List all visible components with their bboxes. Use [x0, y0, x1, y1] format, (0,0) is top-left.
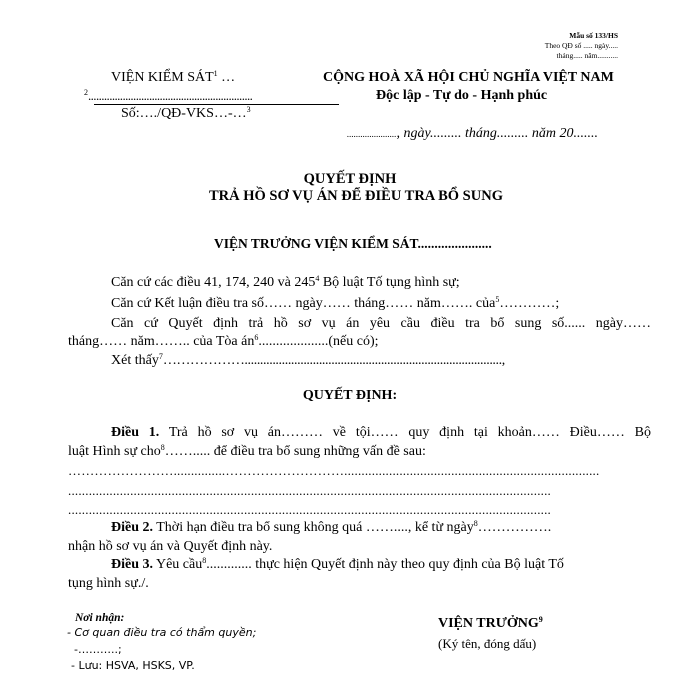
document-number: Số:…./QĐ-VKS…-…$^3$ — [121, 105, 251, 121]
basis-line-4: tháng…… năm…….. của Tòa $án^6....................(nếu$ có); — [68, 333, 379, 349]
issuer-heading: VIỆN TRƯỞNG VIỆN KIỂM SÁT...................... — [214, 236, 492, 251]
article-1-dots-1: ……………………...............……………………….......................................................................... — [68, 463, 600, 478]
subagency-line: $^2$.............................................................. — [84, 88, 253, 103]
recipient-item: -………..; — [67, 643, 122, 656]
form-code-block — [545, 31, 618, 61]
agency-name: VIỆN KIỂM SÁT$^1$ … — [111, 69, 236, 85]
national-motto: Độc lập - Tự do - Hạnh phúc — [376, 88, 548, 103]
basis-line-3: Căn cứ Quyết định trả hồ sơ vụ án yêu cầu điều tra bổ sung số...... ngày…… — [111, 316, 651, 331]
article-1-line-1: Điều 1. Trả hồ sơ vụ án……… về tội…… quy định tại khoản…… Điều…… Bộ — [111, 425, 652, 440]
recipient-item: - Lưu: HSVA, HSKS, VP. — [71, 659, 195, 672]
article-2-line-2: nhận hồ sơ vụ án và Quyết định này. — [68, 539, 273, 554]
article-2-line-1: Điều 2. Thời hạn điều tra bổ sung không quá ……...., kể từ ngày$^8$……………. — [111, 519, 552, 535]
decision-heading: QUYẾT ĐỊNH: — [302, 388, 398, 403]
country-name: CỘNG HOÀ XÃ HỘI CHỦ NGHĨA VIỆT NAM — [323, 70, 614, 85]
signature-title: VIỆN TRƯỞNG$^9$ — [438, 615, 543, 631]
recipients-heading: Nơi nhận: — [75, 612, 125, 624]
document-title: QUYẾT ĐỊNH — [303, 171, 397, 187]
header-left-underline — [94, 104, 339, 105]
article-1-line-2: luật Hình sự cho$^8$……..... để điều tra bổ sung những vấn đề sau: — [68, 443, 426, 459]
signature-note: (Ký tên, đóng dấu) — [438, 636, 537, 651]
recipient-item: - Cơ quan điều tra có thẩm quyền; — [67, 626, 257, 639]
basis-line-1: Căn cứ các điều 41, 174, 240 và $245^4$ Bộ luật Tố tụng hình sự; — [111, 274, 460, 290]
basis-line-2: Căn cứ Kết luận điều tra số…… ngày…… tháng…… năm……. của$^5$…………; — [111, 295, 560, 311]
issue-date: ......................, ngày......... tháng......... năm 20....... — [347, 126, 598, 141]
form-code-date-ref: tháng..... năm........... — [556, 51, 618, 60]
basis-line-5: Xét thấy$^7$………………..................................................................................., — [111, 353, 505, 368]
article-3-line-2: tụng hình sự./. — [68, 576, 149, 591]
article-1-dots-2: ............................................................................................................................................ — [68, 483, 551, 498]
article-1-dots-3: ............................................................................................................................................ — [68, 502, 551, 517]
article-3-line-1: Điều 3. Yêu cầu$^8$............. thực hiện Quyết định này theo quy định của Bộ luật Tố — [111, 556, 564, 572]
document-subtitle: TRẢ HỒ SƠ VỤ ÁN ĐỂ ĐIỀU TRA BỔ SUNG — [209, 188, 503, 204]
form-code-decision-ref: Theo QĐ số ..... ngày..... — [544, 41, 618, 50]
form-code-number: Mẫu số 133/HS — [569, 31, 618, 40]
